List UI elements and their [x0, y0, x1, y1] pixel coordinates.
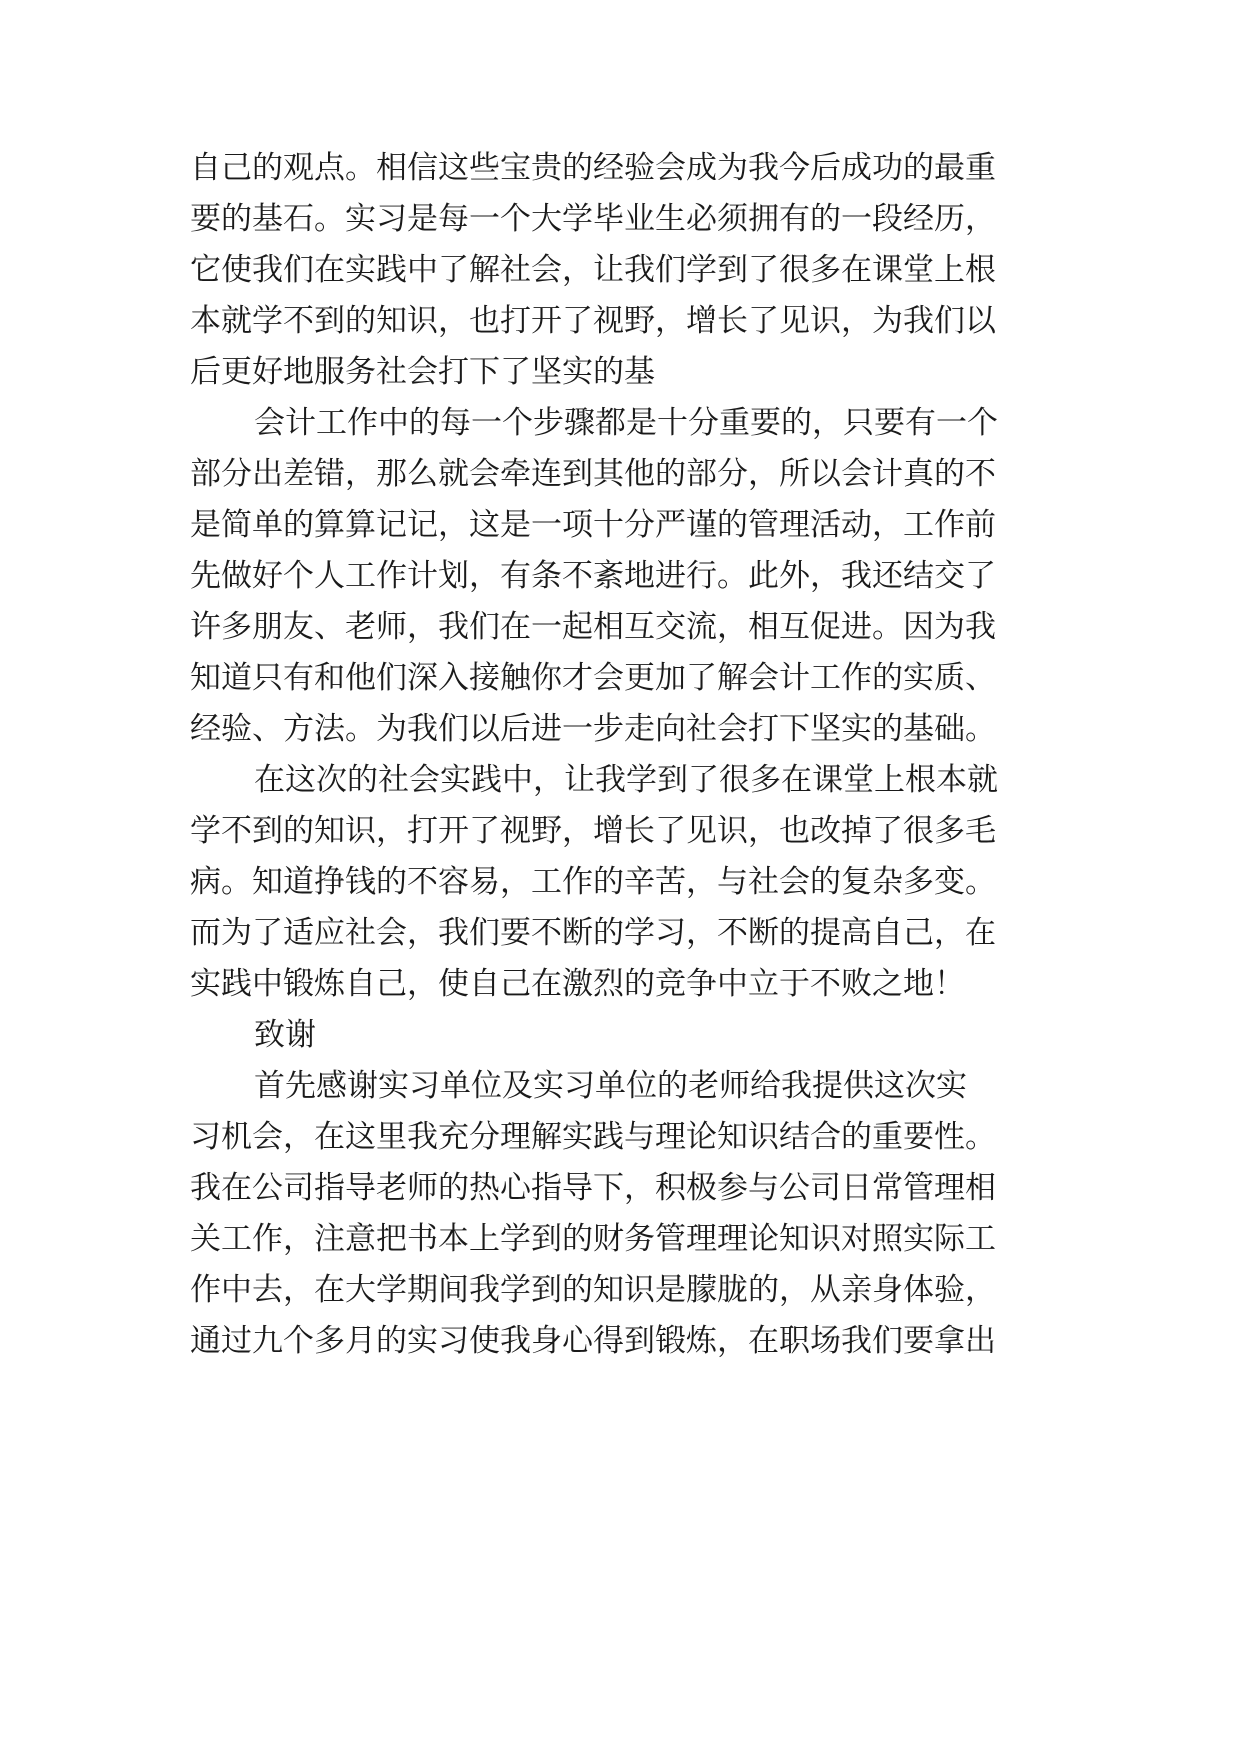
text-line: 它使我们在实践中了解社会，让我们学到了很多在课堂上根 [190, 252, 996, 288]
text-line: 本就学不到的知识，也打开了视野，增长了见识，为我们以 [190, 303, 996, 339]
text-line: 经验、方法。为我们以后进一步走向社会打下坚实的基础。 [190, 711, 996, 747]
text-line: 关工作，注意把书本上学到的财务管理理论知识对照实际工 [190, 1221, 996, 1257]
text-line: 要的基石。实习是每一个大学毕业生必须拥有的一段经历， [190, 201, 996, 237]
text-line: 是简单的算算记记，这是一项十分严谨的管理活动，工作前 [190, 507, 996, 543]
paragraph-first-line: 会计工作中的每一个步骤都是十分重要的，只要有一个 [254, 405, 998, 441]
text-line: 作中去，在大学期间我学到的知识是朦胧的，从亲身体验， [190, 1272, 996, 1308]
text-line: 我在公司指导老师的热心指导下，积极参与公司日常管理相 [190, 1170, 996, 1206]
text-line: 病。知道挣钱的不容易，工作的辛苦，与社会的复杂多变。 [190, 864, 996, 900]
paragraph-first-line: 在这次的社会实践中，让我学到了很多在课堂上根本就 [254, 762, 998, 798]
section-heading: 致谢 [254, 1017, 316, 1053]
text-line: 许多朋友、老师，我们在一起相互交流，相互促进。因为我 [190, 609, 996, 645]
text-line: 先做好个人工作计划，有条不紊地进行。此外，我还结交了 [190, 558, 996, 594]
text-line: 部分出差错，那么就会牵连到其他的部分，所以会计真的不 [190, 456, 996, 492]
text-line: 后更好地服务社会打下了坚实的基 [190, 354, 655, 390]
paragraph-first-line: 首先感谢实习单位及实习单位的老师给我提供这次实 [254, 1068, 967, 1104]
text-line: 知道只有和他们深入接触你才会更加了解会计工作的实质、 [190, 660, 996, 696]
text-line: 通过九个多月的实习使我身心得到锻炼，在职场我们要拿出 [190, 1323, 996, 1359]
text-line: 习机会，在这里我充分理解实践与理论知识结合的重要性。 [190, 1119, 996, 1155]
text-line: 实践中锻炼自己，使自己在激烈的竞争中立于不败之地！ [190, 966, 965, 1002]
text-line: 而为了适应社会，我们要不断的学习，不断的提高自己，在 [190, 915, 996, 951]
text-line: 自己的观点。相信这些宝贵的经验会成为我今后成功的最重 [190, 150, 996, 186]
text-line: 学不到的知识，打开了视野，增长了见识，也改掉了很多毛 [190, 813, 996, 849]
